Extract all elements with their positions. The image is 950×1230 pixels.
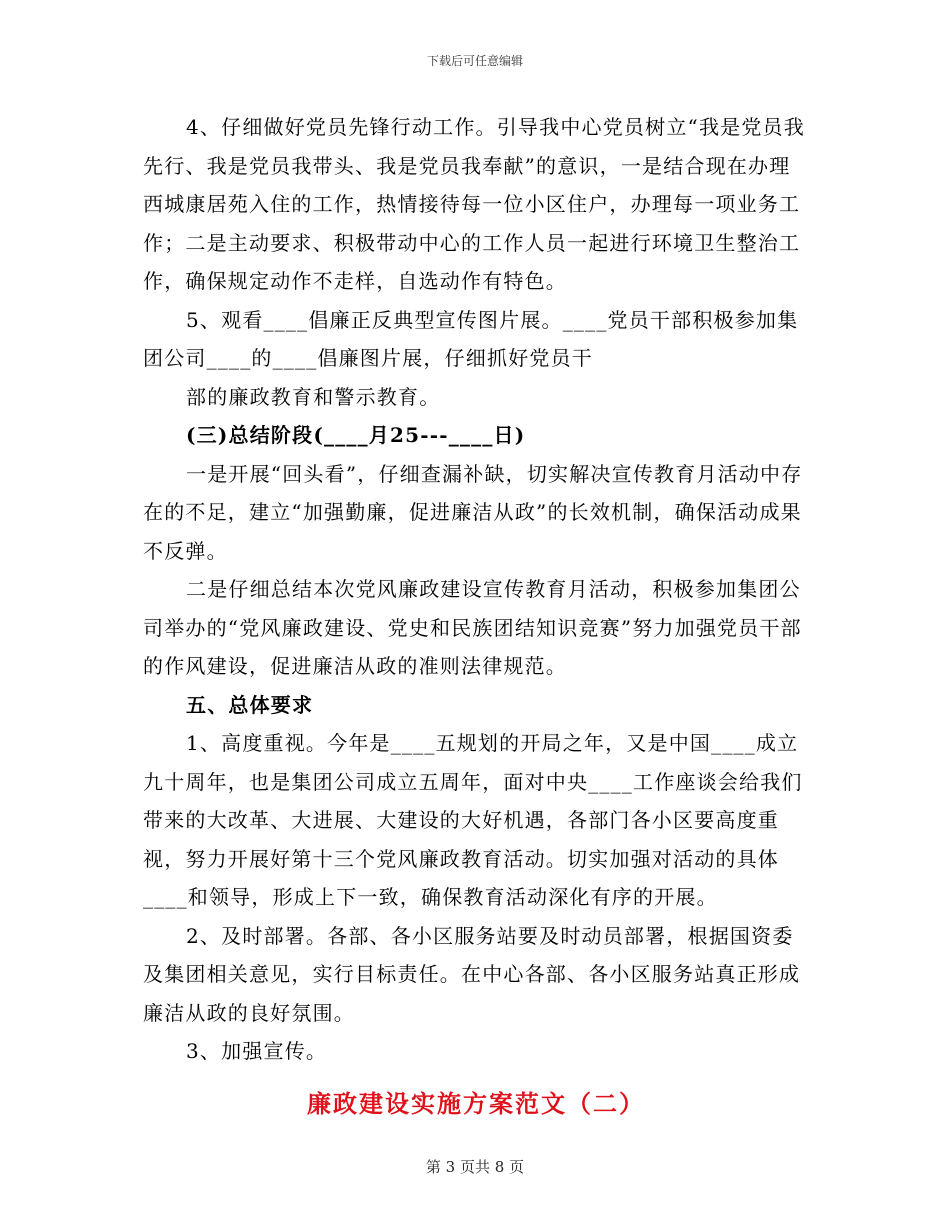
paragraph-requirement-3: 3、加强宣传。	[186, 1039, 328, 1063]
paragraph-4-vanguard: 4、仔细做好党员先锋行动工作。引导我中心党员树立“我是党员我先行、我是党员我带头、我是党员我奉献”的意识，一是结合现在办理西城康居苑入住的工作，热情接待每一位小区住户，办理每一项业务工作；二是主动要求、积极带动中心的工作人员一起进行环境卫生整治工作，确保规定动作不走样，自选动作有特色。	[143, 115, 805, 293]
page-header: 下载后可任意编辑	[426, 54, 523, 68]
document-body	[143, 108, 809, 1123]
paragraph-requirement-1: 1、高度重视。今年是____五规划的开局之年，又是中国____成立九十周年，也是集团公司成立五周年，面对中央____工作座谈会给我们带来的大改革、大进展、大建设的大好机遇，各部门各小区要高度重视，努力开展好第十三个党风廉政教育活动。切实加强对活动的具体____和领导，形成上下一致，确保教育活动深化有序的开展。	[143, 731, 803, 909]
paragraph-review: 一是开展“回头看”，仔细查漏补缺，切实解决宣传教育月活动中存在的不足，建立“加强勤廉，促进廉洁从政”的长效机制，确保活动成果不反弹。	[143, 461, 803, 563]
paragraph-5-exhibition: 5、观看____倡廉正反典型宣传图片展。____党员干部积极参加集团公司____的____倡廉图片展，仔细抓好党员干	[143, 307, 799, 370]
paragraph-5-continuation: 部的廉政教育和警示教育。	[186, 384, 441, 409]
heading-requirements: 五、总体要求	[186, 692, 314, 717]
paragraph-requirement-2: 2、及时部署。各部、各小区服务站要及时动员部署，根据国资委及集团相关意见，实行目标责任。在中心各部、各小区服务站真正形成廉洁从政的良好氛围。	[143, 923, 801, 1025]
heading-summary-stage: (三)总结阶段(____月25---____日)	[186, 423, 526, 447]
page-footer: 第 3 页共 8 页	[425, 1158, 525, 1176]
section-title: 廉政建设实施方案范文（二）	[307, 1088, 645, 1118]
paragraph-summary: 二是仔细总结本次党风廉政建设宣传教育月活动，积极参加集团公司举办的“党风廉政建设、党史和民族团结知识竞赛”努力加强党员干部的作风建设，促进廉洁从政的准则法律规范。	[143, 577, 802, 678]
